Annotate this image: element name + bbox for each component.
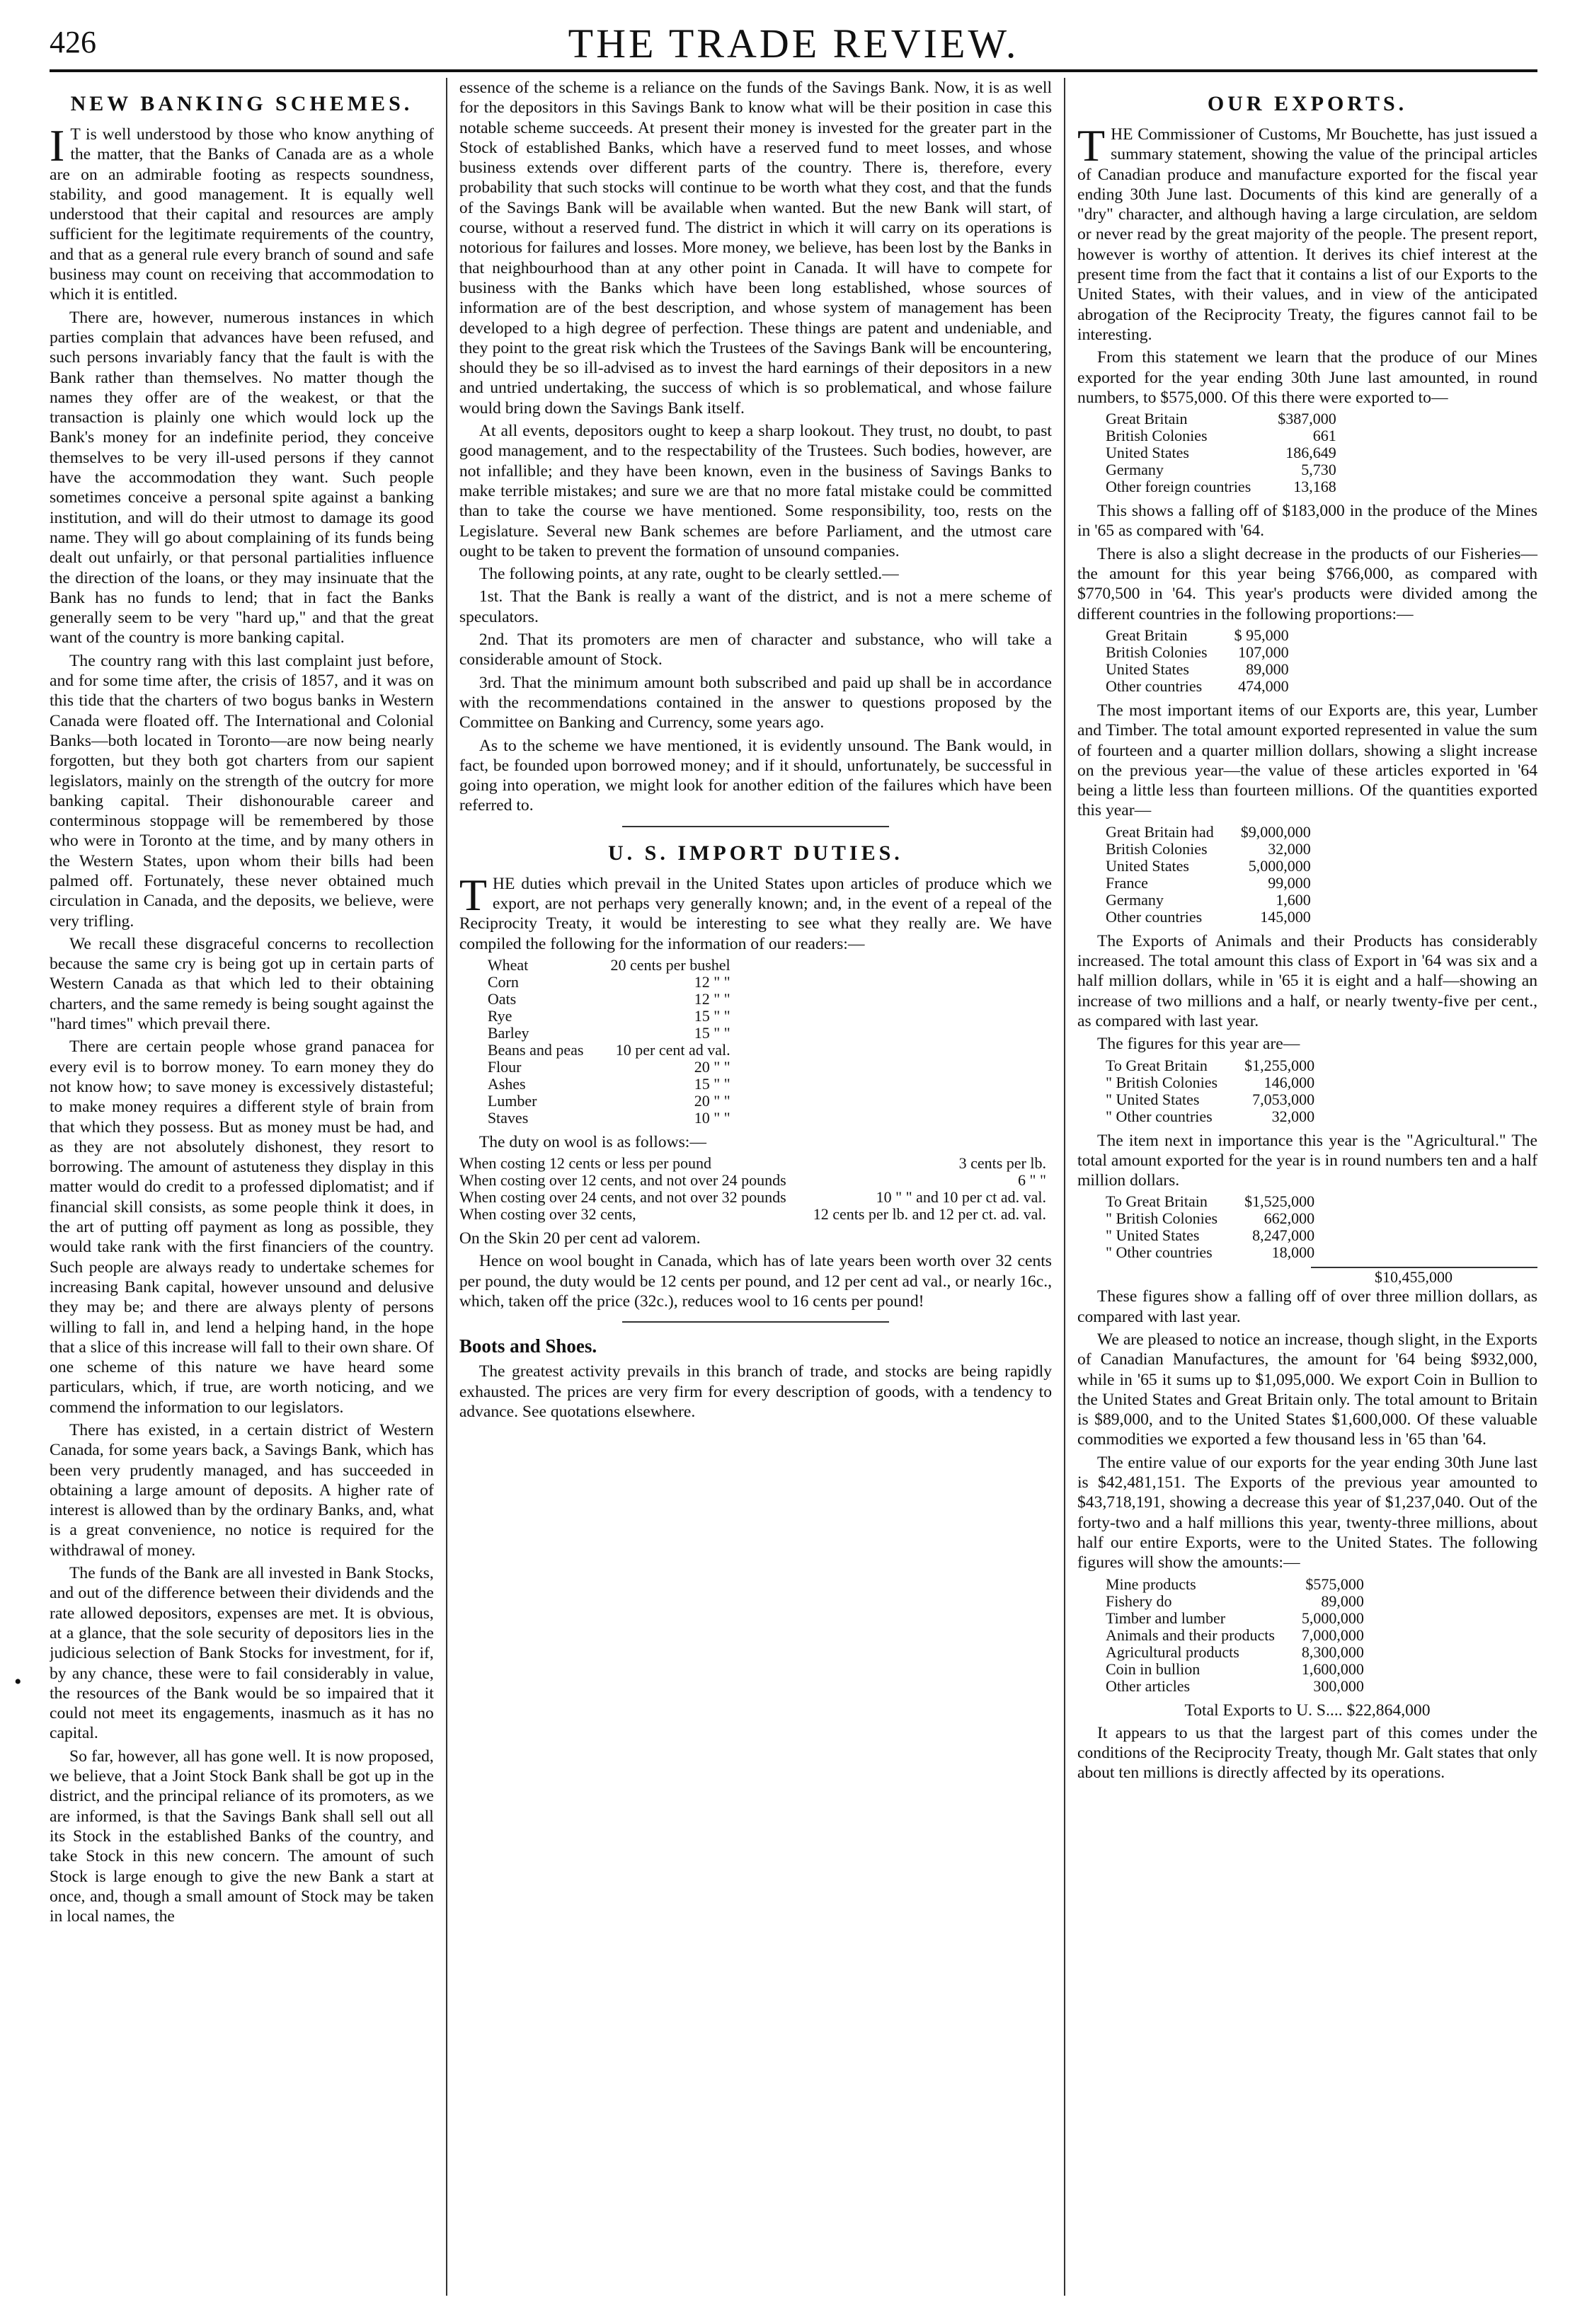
col2-para-3: The following points, at any rate, ought to be clearly settled.— [479,565,899,584]
mines-table [1106,410,1342,495]
exports-para-7: The figures for this year are— [1097,1035,1300,1054]
us-row-label: Other articles [1106,1676,1191,1695]
fish-row [1106,678,1295,695]
lumber-row-label: Great Britain had [1106,822,1214,841]
duty-row-label: Rye [487,1006,512,1025]
banking-para-3: The country rang with this last complaint just before, and for some time after, the crisis of 1857, and it was on this tide that the charters of two bogus banks in Western Canada were floated off. The International and Colonial Banks—both located in Toronto—are now being nearly forgotten, but they both got charters from our sapient legislators, mainly on the strength of the outcry for more banking capital. Their dishonourable career and conterminous stoppage will be remembered by those who were in Toronto at the time, and by many others in the Western States, upon whom their bills had been palmed off. Fortunately, these never obtained much circulation in Canada, and the deposits, we believe, were very trifling. [50,651,434,931]
duty-row-label: Staves [487,1108,529,1127]
mines-row-value: 661 [1312,427,1336,445]
duty-row-label: Barley [487,1023,529,1042]
agri-row-value: $1,525,000 [1244,1192,1315,1211]
wool-row-value: 12 cents per lb. and 12 per ct. ad. val. [813,1205,1046,1224]
duty-row-label: Corn [487,972,519,991]
duty-row-value: 15 " " [694,1023,731,1042]
us-row [1106,1593,1370,1610]
banking-heading: NEW BANKING SCHEMES. [70,92,413,115]
fish-row-value: 107,000 [1238,643,1289,661]
fish-row-label: British Colonies [1106,643,1208,661]
us-row-label: Coin in bullion [1106,1659,1201,1678]
agri-row-value: 8,247,000 [1252,1226,1315,1245]
duty-row [488,1042,736,1059]
lumber-row-label: British Colonies [1106,839,1208,858]
wool-row [459,1172,1052,1189]
fish-table [1106,627,1295,695]
wool-row-value: 3 cents per lb. [958,1154,1046,1173]
duty-row [488,974,736,991]
page-header [50,14,1537,72]
agri-row [1106,1244,1320,1261]
animals-row-label: " Other countries [1106,1107,1213,1125]
us-row-value: 300,000 [1313,1676,1364,1695]
agri-total: $10,455,000 [1311,1267,1537,1287]
exports-para-5: The most important items of our Exports are, this year, Lumber and Timber. The total amount exported represented in value the sum of fourteen and a quarter million dollars, showing a slight increase on the previous year—the value of these articles exported in '64 being a little less than fourteen millions. Of the quantities exported this year— [1077,701,1537,820]
lumber-row-label: France [1106,873,1148,892]
wool-row [459,1189,1052,1206]
agri-row [1106,1193,1320,1210]
lumber-row-label: United States [1106,856,1189,875]
agri-row [1106,1210,1320,1227]
exports-para-6: The Exports of Animals and their Products has considerably increased. The total amount this class of Export in '64 was six and a half million dollars, while in '65 it is eight and a half—showing an increase of two millions and a half, or nearly twenty-five per cent., as compared with last year. [1077,931,1537,1030]
lumber-row-value: 5,000,000 [1248,856,1311,875]
us-row [1106,1644,1370,1661]
exports-para-8: The item next in importance this year is the "Agricultural." The total amount exported for the year is in round numbers ten and a half million dollars. [1077,1131,1537,1190]
wool-row-label: When costing over 12 cents, and not over 24 pounds [459,1171,786,1190]
column-2 [459,78,1052,2296]
boots-para: The greatest activity prevails in this branch of trade, and stocks are being rapidly exhausted. The prices are very firm for every description of goods, with a tendency to advance. See quotations elsewhere. [459,1362,1052,1421]
drop-cap: T [1077,120,1106,171]
banking-para-5: There are certain people whose grand panacea for every evil is to borrow money. To earn money they do not know how; to save money is excessively distasteful; to make money requires a different style of brain from that which they possess. But as money must be had, and as they are not absolutely dishonest, they resort to borrowing. The amount of astuteness they display in this matter would do credit to a professed diplomatist; and if financial skill consists, as some people think it does, in the art of putting off payment as long as possible, they would take rank with the first financiers of the country. Such people are always ready to undertake schemes for increasing Bank capital, however unsound and delusive they may be; and there are always plenty of persons willing to fall in, and lend a helping hand, in the hope that a slice of this increase will fall to their own share. Of one scheme of this nature we have heard some particulars, which, if true, are worth noticing, and we commend the information to our legislators. [50,1037,434,1417]
exports-para-1: THE Commissioner of Customs, Mr Bouchette, has just issued a summary statement, showing the value of the principal articles of Canadian produce and manufacture exported for the fiscal year ending 30th June last. Documents of this kind are generally of a "dry" character, and although having a large circulation, are seldom or never read by the great majority of the people. The present report, however is worthy of attention. It derives its chief interest at the present time from the fact that it contains a list of our Exports to the United States, with their values, and in view of the anticipated abrogation of the Reciprocity Treaty, the figures cannot fail to be interesting. [1077,120,1537,344]
us-row-value: 7,000,000 [1301,1626,1364,1644]
divider [622,1321,889,1323]
mines-row [1106,478,1342,495]
mines-row-value: 186,649 [1285,444,1336,462]
us-row [1106,1610,1370,1627]
agri-row-label: " British Colonies [1106,1209,1218,1228]
us-row [1106,1576,1370,1593]
exports-para-3: This shows a falling off of $183,000 in the produce of the Mines in '65 as compared with '64. [1077,502,1537,541]
us-row-value: 1,600,000 [1301,1659,1364,1678]
wool-row-value: 10 " " and 10 per ct ad. val. [876,1188,1046,1207]
us-row-label: Timber and lumber [1106,1609,1226,1627]
duty-row-value: 12 " " [694,972,731,991]
exports-para-9: These figures show a falling off of over three million dollars, as compared with last year. [1077,1287,1537,1326]
us-row [1106,1661,1370,1678]
drop-cap: I [50,120,65,171]
mines-row-label: Germany [1106,461,1164,479]
boots-heading: Boots and Shoes. [459,1335,597,1357]
banking-para-7: The funds of the Bank are all invested in Bank Stocks, and out of the difference between their dividends and the rate allowed depositors, expenses are met. It is obvious, at a glance, that the sole security of depositors lies in the judicious selection of Bank Stocks for investment, for if, by any chance, these were to fail considerably in value, the resources of the Bank would be so impaired that it could not meet its engagements, inasmuch as it has no capital. [50,1564,434,1743]
column-1 [50,78,434,2296]
agri-row-label: To Great Britain [1106,1192,1208,1211]
page-number: 426 [50,25,96,59]
fish-row-label: Other countries [1106,677,1203,695]
us-row-label: Fishery do [1106,1592,1172,1610]
fish-row-value: $ 95,000 [1234,626,1289,644]
lumber-row-value: 145,000 [1260,907,1311,926]
lumber-row [1106,875,1317,892]
duty-row-label: Flour [487,1057,522,1076]
us-table [1106,1576,1370,1695]
exports-heading: OUR EXPORTS. [1207,92,1408,115]
exports-para-4: There is also a slight decrease in the products of our Fisheries—the amount for this year being $766,000, as compared with $770,500 in '64. This year's products were divided among the different countries in the following proportions:— [1077,544,1537,623]
masthead-title: THE TRADE REVIEW. [568,21,1019,67]
wool-row-label: When costing 12 cents or less per pound [459,1154,712,1173]
animals-row-value: 7,053,000 [1252,1090,1315,1108]
wool-row [459,1155,1052,1172]
duty-row-label: Wheat [487,955,529,974]
lumber-row [1106,841,1317,858]
duties-heading: U. S. IMPORT DUTIES. [608,841,903,865]
duties-table [488,957,736,1127]
col2-point-1: 1st. That the Bank is really a want of the district, and is not a mere scheme of speculators. [459,587,1052,626]
lumber-row-value: 32,000 [1268,839,1311,858]
duty-row [488,1076,736,1093]
animals-row [1106,1074,1320,1091]
drop-cap: T [459,869,487,920]
banking-para-8: So far, however, all has gone well. It is now proposed, we believe, that a Joint Stock Bank shall be got up in the district, and the principal reliance of its promoters, as we are informed, is that the Savings Bank shall sell out all its Stock in the established Banks of the country, and take Stock in this new concern. The amount of such Stock is large enough to give the new Bank a start at once, and, though a small amount of Stock may be taken in local names, the [50,1747,434,1926]
animals-row [1106,1091,1320,1108]
duty-row-label: Ashes [487,1074,526,1093]
article-columns [50,78,1537,2296]
mines-row-label: Great Britain [1106,410,1188,428]
wool-table [459,1155,1052,1223]
col2-point-3: 3rd. That the minimum amount both subscribed and paid up shall be in accordance with the recommendations contained in the answer to questions proposed by the Committee on Banking and Currency, some years ago. [459,673,1052,732]
duties-intro: THE duties which prevail in the United States upon articles of produce which we export, are not perhaps very generally known; and, in the event of a repeal of the Reciprocity Treaty, it would be interesting to see what they really are. We have compiled the following for the information of our readers:— [459,869,1052,953]
lumber-row-label: Germany [1106,890,1164,909]
lumber-row [1106,909,1317,926]
us-row-value: $575,000 [1305,1575,1364,1593]
divider [622,826,889,827]
mines-row [1106,461,1342,478]
banking-para-4: We recall these disgraceful concerns to recollection because the same cry is being got up in certain parts of Western Canada as that which led to their obtaining charters, and the same remedy is being sought against the "hard times" which prevail there. [50,934,434,1034]
exports-para-10: We are pleased to notice an increase, though slight, in the Exports of Canadian Manufactures, the amount for '64 being $932,000, while in '65 it sums up to $1,095,000. We export Coin in Bullion to the United States and Great Britain only. The total amount to Britain is $89,000, and to the United States $1,600,000. Of these valuable commodities we exported a few thousand less in '65 than '64. [1077,1330,1537,1449]
agri-row-value: 18,000 [1271,1243,1315,1262]
wool-para: Hence on wool bought in Canada, which has of late years been worth over 32 cents per pound, the duty would be 12 cents per pound, and 12 per cent ad val., or nearly 16c., which, taken off the price (32c.), reduces wool to 16 cents per pound! [459,1252,1052,1311]
mines-row-value: 13,168 [1293,478,1336,496]
wool-row-value: 6 " " [1018,1171,1046,1190]
duty-row-value: 10 per cent ad val. [615,1040,731,1059]
duty-row [488,1059,736,1076]
exports-para-2: From this statement we learn that the produce of our Mines exported for the year ending 30th June last amounted, in round numbers, to $575,000. Of this there were exported to— [1077,348,1537,407]
animals-row-value: 32,000 [1271,1107,1315,1125]
mines-row-value: 5,730 [1301,461,1336,479]
agri-row [1106,1227,1320,1244]
duty-row-value: 20 " " [694,1057,731,1076]
duty-row [488,1008,736,1025]
mines-row [1106,444,1342,461]
duty-row-value: 15 " " [694,1006,731,1025]
lumber-row [1106,858,1317,875]
duty-row [488,1110,736,1127]
duty-row-value: 15 " " [694,1074,731,1093]
fish-row-label: Great Britain [1106,626,1188,644]
us-row-value: 5,000,000 [1301,1609,1364,1627]
lumber-row-label: Other countries [1106,907,1203,926]
us-row-label: Animals and their products [1106,1626,1275,1644]
animals-row-label: " British Colonies [1106,1073,1218,1091]
exports-para-12: It appears to us that the largest part of this comes under the conditions of the Reciprocity Treaty, though Mr. Galt states that only about ten millions is directly affected by its operations. [1077,1723,1537,1783]
lumber-table [1106,824,1317,926]
wool-skin: On the Skin 20 per cent ad valorem. [459,1229,701,1248]
us-row-label: Agricultural products [1106,1643,1239,1661]
us-row-label: Mine products [1106,1575,1196,1593]
mines-row [1106,427,1342,444]
mines-row-label: United States [1106,444,1189,462]
banking-para-2: There are, however, numerous instances in which parties complain that advances have been refused, and such persons invariably fancy that the fault is with the Bank rather than themselves. No matter though the names they offer are of the weakest, or that the transaction is plainly one which would lock up the Bank's money for an indefinite period, they conceive themselves to be very ill-used persons if they cannot have the accommodation they want. Such people sometimes conceive a personal spite against a banking institution, and will do their utmost to damage its good name. They will go about complaining of its funds being dealt out unfairly, or that personal partialities influence the direction of the loans, or they may insinuate that the Bank has no funds to lend; that in fact the Banks generally seem to be very "hard up," and that the great want of the country is more banking capital. [50,308,434,648]
animals-row-label: " United States [1106,1090,1200,1108]
us-total: Total Exports to U. S.... $22,864,000 [1184,1701,1431,1720]
mines-row-label: Other foreign countries [1106,478,1251,496]
mines-row [1106,410,1342,427]
lumber-row [1106,824,1317,841]
animals-row [1106,1057,1320,1074]
animals-table [1106,1057,1320,1125]
us-row-value: 8,300,000 [1301,1643,1364,1661]
lumber-row [1106,892,1317,909]
agri-row-value: 662,000 [1264,1209,1315,1228]
wool-row [459,1206,1052,1223]
margin-dot: • [14,1670,22,1693]
lumber-row-value: 1,600 [1276,890,1311,909]
fish-row [1106,661,1295,678]
lumber-row-value: 99,000 [1268,873,1311,892]
agri-table [1106,1193,1320,1261]
exports-para-11: The entire value of our exports for the year ending 30th June last is $42,481,151. The Exports of the previous year amounted to $43,718,191, showing a decrease this year of $1,237,040. Out of the forty-two and a half millions this year, twenty-three millions, about half our entire Exports, were to the United States. The following figures will show the amounts:— [1077,1453,1537,1572]
duty-row-label: Beans and peas [487,1040,584,1059]
banking-para-1: I T is well understood by those who know anything of the matter, that the Banks of Canada are as a whole are on an admirable footing as respects soundness, stability, and good management. It is equally well understood that their capital and resources are amply sufficient for the legitimate requirements of the country, and that as a general rule every branch of sound and safe business may count on receiving that accommodation to which it is entitled. [50,120,434,304]
us-row-value: 89,000 [1321,1592,1364,1610]
mines-row-value: $387,000 [1278,410,1336,428]
column-3 [1077,78,1537,2296]
col2-para-2: At all events, depositors ought to keep a sharp lookout. They trust, no doubt, to past good management, and to the respectability of the Trustees. Such bodies, however, are not infallible; and they have been known, even in the business of Savings Banks to make terrible mistakes; and sure we are that no more fatal mistake could be committed than to take the course we have mentioned. Some responsibility, too, rests on the Legislature. Several new Bank schemes are before Parliament, and the utmost care ought to be taken to prevent the formation of unsound companies. [459,422,1052,560]
wool-intro: The duty on wool is as follows:— [479,1132,706,1151]
banking-para-6: There has existed, in a certain district of Western Canada, for some years back, a Savings Bank, which has been very prudently managed, and has succeeded in obtaining a large amount of deposits. A higher rate of interest is allowed than by the ordinary Banks, and, what is a great convenience, no notice is required for the withdrawal of money. [50,1421,434,1560]
animals-row-label: To Great Britain [1106,1056,1208,1074]
duty-row [488,957,736,974]
duty-row-label: Oats [487,989,517,1008]
animals-row-value: $1,255,000 [1244,1056,1315,1074]
agri-row-label: " United States [1106,1226,1200,1245]
col2-para-4: As to the scheme we have mentioned, it is evidently unsound. The Bank would, in fact, be founded upon borrowed money; and if it should, unfortunately, be successful in going into operation, we might look for another edition of the failures which have been referred to. [459,736,1052,815]
lumber-row-value: $9,000,000 [1240,822,1311,841]
animals-row [1106,1108,1320,1125]
us-row [1106,1627,1370,1644]
duty-row-value: 12 " " [694,989,731,1008]
us-row [1106,1678,1370,1695]
duty-row [488,1093,736,1110]
fish-row-value: 89,000 [1246,660,1289,678]
duty-row-label: Lumber [487,1091,537,1110]
wool-row-label: When costing over 32 cents, [459,1205,636,1224]
duty-row-value: 20 " " [694,1091,731,1110]
duty-row [488,1025,736,1042]
agri-row-label: " Other countries [1106,1243,1213,1262]
animals-row-value: 146,000 [1264,1073,1315,1091]
duty-row-value: 10 " " [694,1108,731,1127]
duty-row [488,991,736,1008]
fish-row-value: 474,000 [1238,677,1289,695]
wool-row-label: When costing over 24 cents, and not over 32 pounds [459,1188,786,1207]
fish-row-label: United States [1106,660,1189,678]
mines-row-label: British Colonies [1106,427,1208,445]
duty-row-value: 20 cents per bushel [610,955,731,974]
col2-para-1: essence of the scheme is a reliance on the funds of the Savings Bank. Now, it is as well for the depositors in this Savings Bank to know what will be their position in case this notable scheme succeeds. At present their money is invested for the greater part in the Stock of established Banks, which have a reserved fund to meet losses, and whose business extends over different parts of the country. There is, therefore, every probability that such stocks will continue to be worth what they cost, and that the funds of the Savings Bank will be available when wanted. But the new Bank will start, of course, without a reserved fund. The district in which it will carry on its operations is notorious for failures and losses. More money, we believe, has been lost by the Banks in that neighbourhood than at any other point in Canada. It will have to compete for business with the Banks which have been long established, whose sources of information are of the best description, and whose system of management has been developed to a high degree of perfection. These things are patent and undeniable, and they point to the great risk which the Trustees of the Savings Bank will be encountering, should they be so ill-advised as to invest the hard earnings of their depositors in a new and untried undertaking, the success of which is so problematical, and whose failure would bring down the Savings Bank itself. [459,79,1052,418]
col2-point-2: 2nd. That its promoters are men of character and substance, who will take a considerable amount of Stock. [459,631,1052,669]
fish-row [1106,627,1295,644]
fish-row [1106,644,1295,661]
